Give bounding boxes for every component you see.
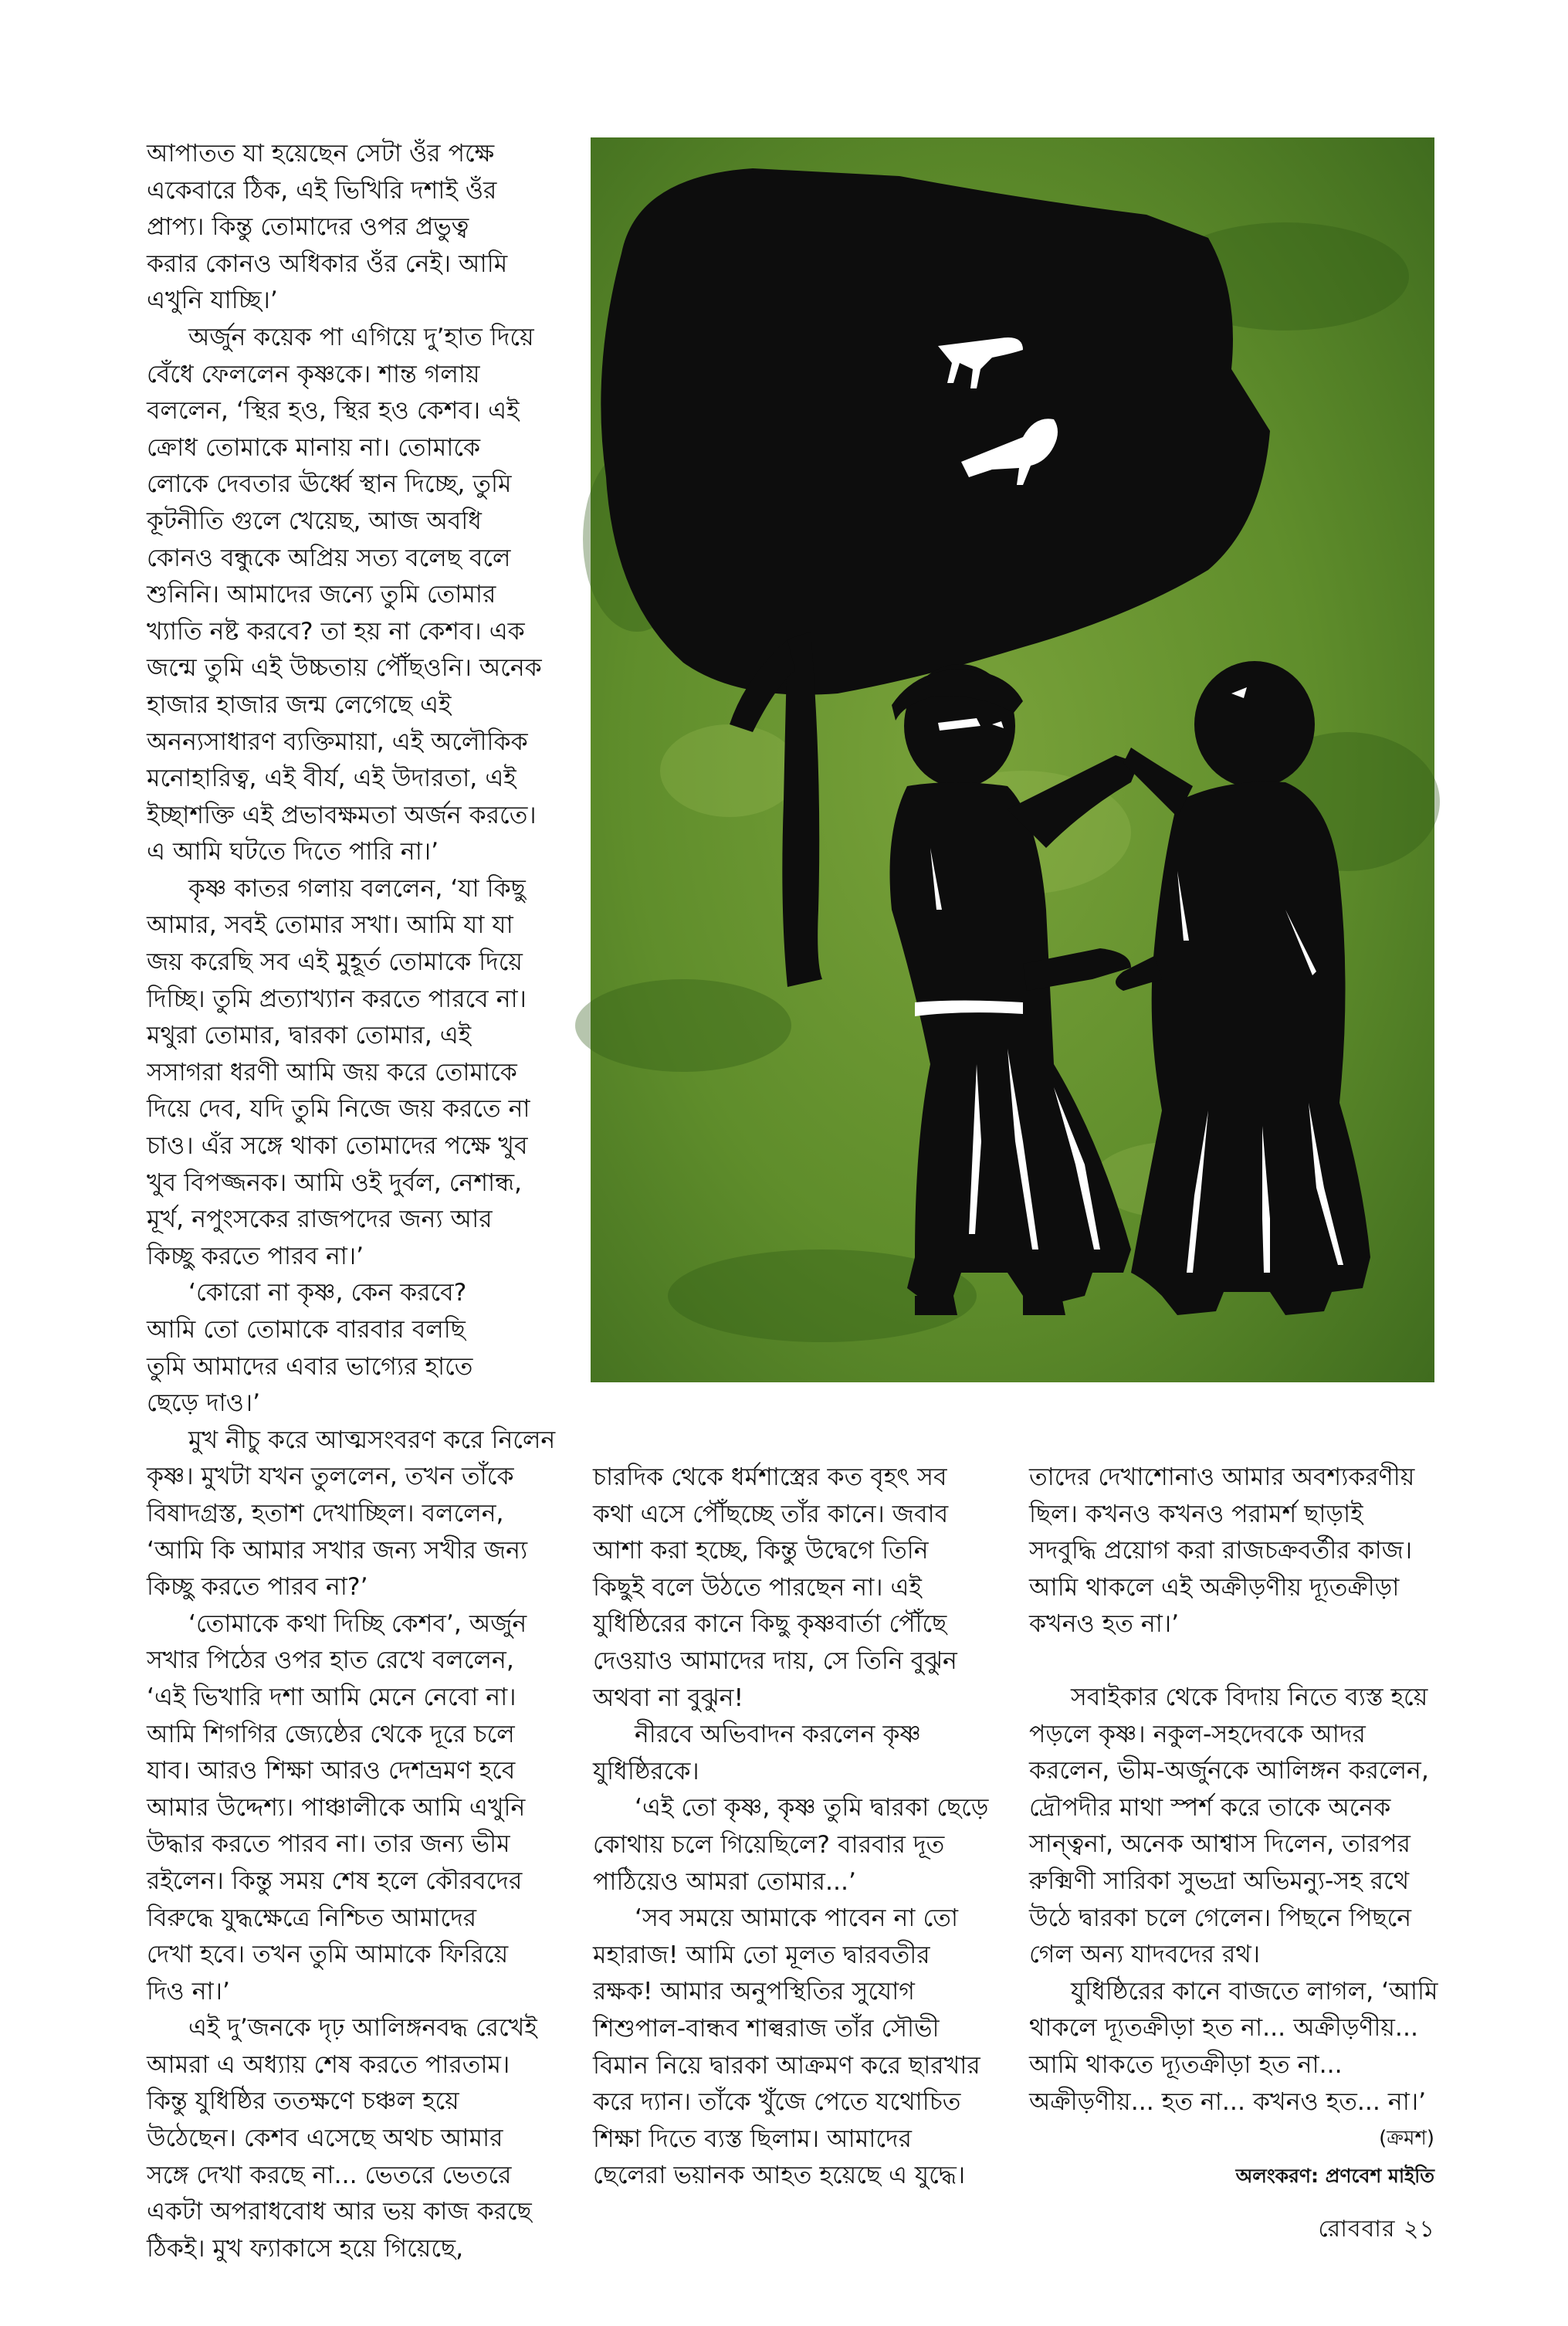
text-line: রইলেন। কিন্তু সময় শেষ হলে কৌরবদের: [147, 1867, 523, 1895]
text-line: ছেড়ে দাও।’: [147, 1389, 261, 1418]
text-line: সদবুদ্ধি প্রয়োগ করা রাজচক্রবর্তীর কাজ।: [1029, 1537, 1413, 1565]
text-line: ছেলেরা ভয়ানক আহত হয়েছে এ যুদ্ধে।: [593, 2162, 966, 2190]
page-folio: রোববার ২১: [1318, 2216, 1435, 2243]
text-line: ‘সব সময়ে আমাকে পাবেন না তো: [635, 1904, 958, 1933]
text-line: লোকে দেবতার ঊর্ধ্বে স্থান দিচ্ছে, তুমি: [147, 470, 512, 499]
text-line: মুখ নীচু করে আত্মসংবরণ করে নিলেন: [188, 1426, 556, 1454]
text-line: ঠিকই। মুখ ফ্যাকাসে হয়ে গিয়েছে,: [147, 2234, 464, 2263]
text-line: রক্ষক! আমার অনুপস্থিতির সুযোগ: [593, 1978, 915, 2006]
text-line: আপাতত যা হয়েছেন সেটা ওঁর পক্ষে: [147, 140, 495, 168]
text-line: মনোহারিত্ব, এই বীর্য, এই উদারতা, এই: [147, 765, 516, 793]
illustration-credit: অলংকরণ: প্রণবেশ মাইতি: [1235, 2164, 1434, 2187]
text-line: বেঁধে ফেললেন কৃষ্ণকে। শান্ত গলায়: [147, 360, 480, 388]
text-line: আমি তো তোমাকে বারবার বলছি: [147, 1316, 466, 1344]
text-line: মূর্খ, নপুংসকের রাজপদের জন্য আর: [147, 1205, 493, 1234]
text-line: কিন্তু যুধিষ্ঠির ততক্ষণে চঞ্চল হয়ে: [147, 2087, 459, 2116]
illustration: [591, 137, 1434, 1382]
text-line: বললেন, ‘স্থির হও, স্থির হও কেশব। এই: [147, 397, 520, 426]
text-line: করে দ্যান। তাঁকে খুঁজে পেতে যথোচিত: [593, 2088, 961, 2117]
text-line: জয় করেছি সব এই মুহূর্ত তোমাকে দিয়ে: [147, 948, 523, 977]
text-line: এ আমি ঘটতে দিতে পারি না।’: [147, 838, 439, 866]
text-line: তাদের দেখাশোনাও আমার অবশ্যকরণীয়: [1029, 1463, 1415, 1491]
text-line: তুমি আমাদের এবার ভাগ্যের হাতে: [147, 1352, 473, 1381]
illustration-artwork: [591, 137, 1434, 1382]
text-line: খুব বিপজ্জনক। আমি ওই দুর্বল, নেশান্ধ,: [147, 1168, 523, 1197]
text-line: আমরা এ অধ্যায় শেষ করতে পারতাম।: [147, 2050, 510, 2079]
text-line: রুক্মিণী সারিকা সুভদ্রা অভিমন্যু-সহ রথে: [1029, 1867, 1410, 1895]
text-line: ‘এই ভিখারি দশা আমি মেনে নেবো না।: [147, 1683, 516, 1711]
text-line: কথা এসে পৌঁছচ্ছে তাঁর কানে। জবাব: [593, 1500, 949, 1528]
text-line: আমার, সবই তোমার সখা। আমি যা যা: [147, 911, 513, 940]
text-line: শুনিনি। আমাদের জন্যে তুমি তোমার: [147, 581, 496, 609]
text-line: পাঠিয়েও আমরা তোমার...’: [593, 1867, 857, 1896]
text-line: মথুরা তোমার, দ্বারকা তোমার, এই: [147, 1022, 472, 1050]
text-line: উঠেছেন। কেশব এসেছে অথচ আমার: [147, 2124, 503, 2153]
text-line: আমি থাকলে এই অক্রীড়ণীয় দ্যূতক্রীড়া: [1029, 1573, 1400, 1602]
text-line: শিশুপাল-বান্ধব শাল্বরাজ তাঁর সৌভী: [593, 2014, 940, 2043]
text-line: সবাইকার থেকে বিদায় নিতে ব্যস্ত হয়ে: [1071, 1683, 1428, 1711]
text-line: আমি শিগগির জ্যেষ্ঠের থেকে দূরে চলে: [147, 1720, 515, 1748]
text-line: সখার পিঠের ওপর হাত রেখে বললেন,: [147, 1646, 514, 1675]
text-line: দিও না।’: [147, 1977, 230, 2006]
text-line: করার কোনও অধিকার ওঁর নেই। আমি: [147, 249, 508, 278]
text-line: করলেন, ভীম-অর্জুনকে আলিঙ্গন করলেন,: [1029, 1757, 1429, 1785]
text-line: যুধিষ্ঠিরের কানে কিছু কৃষ্ণবার্তা পৌঁছে: [593, 1610, 947, 1639]
text-line: ছিল। কখনও কখনও পরামর্শ ছাড়াই: [1029, 1500, 1363, 1528]
text-line: কোনও বন্ধুকে অপ্রিয় সত্য বলেছ বলে: [147, 544, 511, 572]
text-line: সঙ্গে দেখা করছে না... ভেতরে ভেতরে: [147, 2161, 512, 2189]
text-line: ‘এই তো কৃষ্ণ, কৃষ্ণ তুমি দ্বারকা ছেড়ে: [635, 1794, 989, 1822]
text-line: ‘তোমাকে কথা দিচ্ছি কেশব’, অর্জুন: [188, 1609, 527, 1638]
text-line: সান্ত্বনা, অনেক আশ্বাস দিলেন, তারপর: [1029, 1830, 1411, 1859]
text-line: কূটনীতি গুলে খেয়েছ, আজ অবধি: [147, 507, 482, 535]
article-column-3: [1029, 1460, 1438, 2187]
text-line: দ্রৌপদীর মাথা স্পর্শ করে তাকে অনেক: [1029, 1793, 1391, 1822]
text-line: উঠে দ্বারকা চলে গেলেন। পিছনে পিছনে: [1029, 1904, 1412, 1932]
text-line: হাজার হাজার জন্ম লেগেছে এই: [147, 690, 452, 719]
text-line: অথবা না বুঝুন!: [593, 1683, 744, 1712]
text-line: ‘আমি কি আমার সখার জন্য সখীর জন্য: [147, 1536, 528, 1565]
text-line: অনন্যসাধারণ ব্যক্তিমায়া, এই অলৌকিক: [147, 727, 528, 756]
text-line: মহারাজ! আমি তো মূলত দ্বারবতীর: [593, 1941, 930, 1969]
text-line: জন্মে তুমি এই উচ্চতায় পৌঁছওনি। অনেক: [147, 654, 542, 683]
text-line: নীরবে অভিবাদন করলেন কৃষ্ণ: [635, 1721, 921, 1749]
article-column-2: [593, 1460, 994, 2190]
text-line: কিছুই বলে উঠতে পারছেন না। এই: [593, 1573, 922, 1602]
text-line: প্রাপ্য। কিন্তু তোমাদের ওপর প্রভুত্ব: [147, 213, 469, 242]
text-line: গেল অন্য যাদবদের রথ।: [1029, 1941, 1261, 1969]
text-line: দেওয়াও আমাদের দায়, সে তিনি বুঝুন: [593, 1646, 957, 1675]
text-line: কিচ্ছু করতে পারব না।’: [147, 1242, 364, 1270]
text-line: দেখা হবে। তখন তুমি আমাকে ফিরিয়ে: [147, 1941, 509, 1969]
text-line: শিক্ষা দিতে ব্যস্ত ছিলাম। আমাদের: [593, 2124, 912, 2153]
text-line: ‘কোরো না কৃষ্ণ, কেন করবে?: [188, 1279, 467, 1307]
text-line: কৃষ্ণ কাতর গলায় বললেন, ‘যা কিছু: [188, 874, 526, 903]
text-line: একেবারে ঠিক, এই ভিখিরি দশাই ওঁর: [147, 176, 497, 205]
text-line: বিষাদগ্রস্ত, হতাশ দেখাচ্ছিল। বললেন,: [147, 1499, 504, 1527]
text-line: এই দু’জনকে দৃঢ় আলিঙ্গনবদ্ধ রেখেই: [188, 2014, 537, 2043]
text-line: দিয়ে দেব, যদি তুমি নিজে জয় করতে না: [147, 1095, 530, 1124]
text-line: আমি থাকতে দ্যূতক্রীড়া হত না...: [1029, 2050, 1343, 2079]
text-line: কোথায় চলে গিয়েছিলে? বারবার দূত: [593, 1830, 945, 1859]
article-column-1: [147, 136, 579, 2263]
text-line: সসাগরা ধরণী আমি জয় করে তোমাকে: [147, 1058, 517, 1087]
section-gap: [1029, 1643, 1434, 1680]
text-line: ক্রোধ তোমাকে মানায় না। তোমাকে: [147, 433, 481, 462]
text-line: পড়লে কৃষ্ণ। নকুল-সহদেবকে আদর: [1029, 1720, 1366, 1748]
text-line: যুধিষ্ঠিরকে।: [593, 1757, 699, 1785]
text-line: কিচ্ছু করতে পারব না?’: [147, 1573, 368, 1602]
text-line: অক্রীড়ণীয়... হত না... কখনও হত... না।’: [1029, 2087, 1427, 2116]
text-line: খ্যাতি নষ্ট করবে? তা হয় না কেশব। এক: [147, 617, 525, 646]
continued-marker: (ক্রমশ): [1379, 2127, 1434, 2151]
text-line: বিরুদ্ধে যুদ্ধক্ষেত্রে নিশ্চিত আমাদের: [147, 1904, 477, 1932]
text-line: আমার উদ্দেশ্য। পাঞ্চালীকে আমি এখুনি: [147, 1793, 526, 1822]
text-line: ইচ্ছাশক্তি এই প্রভাবক্ষমতা অর্জন করতে।: [147, 801, 537, 829]
text-line: বিমান নিয়ে দ্বারকা আক্রমণ করে ছারখার: [593, 2051, 980, 2080]
text-line: যুধিষ্ঠিরের কানে বাজতে লাগল, ‘আমি: [1071, 1977, 1438, 2006]
text-line: একটা অপরাধবোধ আর ভয় কাজ করছে: [147, 2198, 532, 2226]
text-line: দিচ্ছি। তুমি প্রত্যাখ্যান করতে পারবে না।: [147, 985, 527, 1013]
text-line: এখুনি যাচ্ছি।’: [147, 287, 278, 315]
text-line: চারদিক থেকে ধর্মশাস্ত্রের কত বৃহৎ সব: [593, 1463, 947, 1491]
text-line: উদ্ধার করতে পারব না। তার জন্য ভীম: [147, 1830, 510, 1859]
text-line: কখনও হত না।’: [1029, 1610, 1180, 1639]
text-line: অর্জুন কয়েক পা এগিয়ে দু’হাত দিয়ে: [188, 323, 534, 351]
text-line: চাও। এঁর সঙ্গে থাকা তোমাদের পক্ষে খুব: [147, 1132, 528, 1161]
text-line: যাব। আরও শিক্ষা আরও দেশভ্রমণ হবে: [147, 1757, 516, 1785]
text-line: থাকলে দ্যূতক্রীড়া হত না... অক্রীড়ণীয়...: [1029, 2014, 1418, 2043]
text-line: কৃষ্ণ। মুখটা যখন তুললেন, তখন তাঁকে: [147, 1463, 514, 1491]
text-line: আশা করা হচ্ছে, কিন্তু উদ্বেগে তিনি: [593, 1537, 929, 1565]
